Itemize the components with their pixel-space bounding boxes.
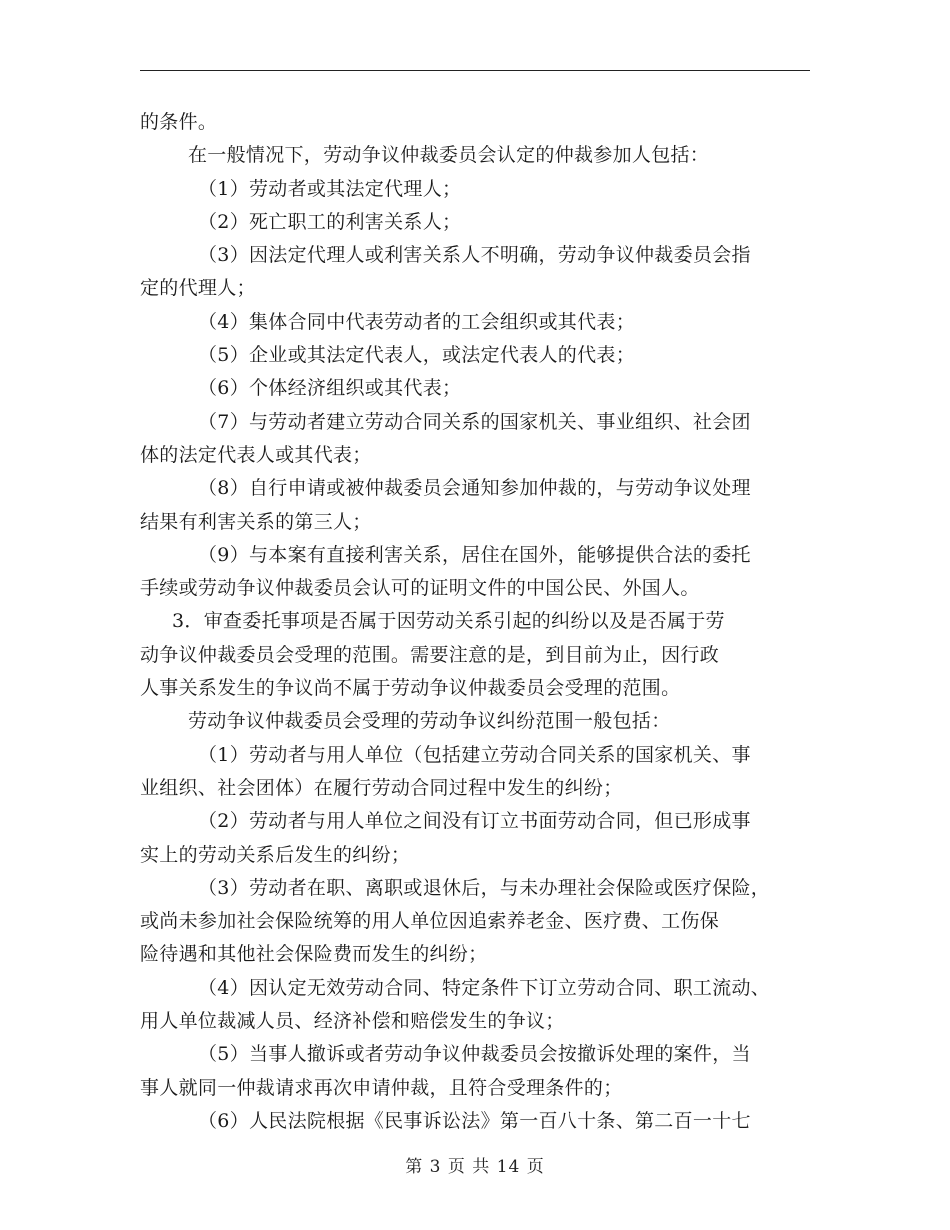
- text-line: 事人就同一仲裁请求再次申请仲裁，且符合受理条件的；: [140, 1076, 623, 1099]
- text-line: 定的代理人；: [140, 277, 256, 300]
- text-line: 业组织、社会团体）在履行劳动合同过程中发生的纠纷；: [140, 776, 623, 799]
- text-line: （9）与本案有直接利害关系，居住在国外，能够提供合法的委托: [198, 543, 751, 566]
- text-line: （7）与劳动者建立劳动合同关系的国家机关、事业组织、社会团: [198, 410, 751, 433]
- page-number: 第 3 页 共 14 页: [405, 1157, 545, 1177]
- text-line: （3）劳动者在职、离职或退休后，与未办理社会保险或医疗保险，: [198, 876, 771, 899]
- text-line: 的条件。: [140, 111, 218, 133]
- text-line: 3．审查委托事项是否属于因劳动关系引起的纠纷以及是否属于劳: [172, 610, 725, 633]
- text-line: 险待遇和其他社会保险费而发生的纠纷；: [140, 943, 488, 966]
- text-line: 动争议仲裁委员会受理的范围。需要注意的是，到目前为止，因行政: [140, 643, 720, 666]
- text-line: （5）当事人撤诉或者劳动争议仲裁委员会按撤诉处理的案件，当: [198, 1043, 751, 1066]
- document-body: [140, 106, 812, 1138]
- text-line: （6）人民法院根据《民事诉讼法》第一百八十条、第二百一十七: [198, 1109, 751, 1132]
- text-line: 或尚未参加社会保险统筹的用人单位因追索养老金、医疗费、工伤保: [140, 910, 720, 933]
- text-line: （3）因法定代理人或利害关系人不明确，劳动争议仲裁委员会指: [198, 244, 751, 267]
- text-line: 在一般情况下，劳动争议仲裁委员会认定的仲裁参加人包括：: [188, 144, 710, 167]
- header-rule: [140, 70, 810, 71]
- text-line: 劳动争议仲裁委员会受理的劳动争议纠纷范围一般包括：: [188, 710, 671, 733]
- text-line: （4）集体合同中代表劳动者的工会组织或其代表；: [198, 310, 635, 333]
- text-line: 体的法定代表人或其代表；: [140, 443, 372, 466]
- text-line: （6）个体经济组织或其代表；: [198, 377, 462, 400]
- text-line: （5）企业或其法定代表人，或法定代表人的代表；: [198, 344, 635, 367]
- text-line: 人事关系发生的争议尚不属于劳动争议仲裁委员会受理的范围。: [140, 677, 681, 700]
- text-line: 结果有利害关系的第三人；: [140, 510, 372, 533]
- text-line: （2）死亡职工的利害关系人；: [198, 210, 462, 233]
- text-line: （4）因认定无效劳动合同、特定条件下订立劳动合同、职工流动、: [198, 976, 771, 999]
- text-line: 实上的劳动关系后发生的纠纷；: [140, 843, 411, 866]
- text-line: 手续或劳动争议仲裁委员会认可的证明文件的中国公民、外国人。: [140, 577, 700, 600]
- text-line: （1）劳动者或其法定代理人；: [198, 177, 462, 200]
- text-line: 用人单位裁减人员、经济补偿和赔偿发生的争议；: [140, 1010, 565, 1033]
- text-line: （2）劳动者与用人单位之间没有订立书面劳动合同，但已形成事: [198, 810, 751, 833]
- text-line: （8）自行申请或被仲裁委员会通知参加仲裁的，与劳动争议处理: [198, 477, 751, 500]
- text-line: （1）劳动者与用人单位（包括建立劳动合同关系的国家机关、事: [198, 743, 751, 766]
